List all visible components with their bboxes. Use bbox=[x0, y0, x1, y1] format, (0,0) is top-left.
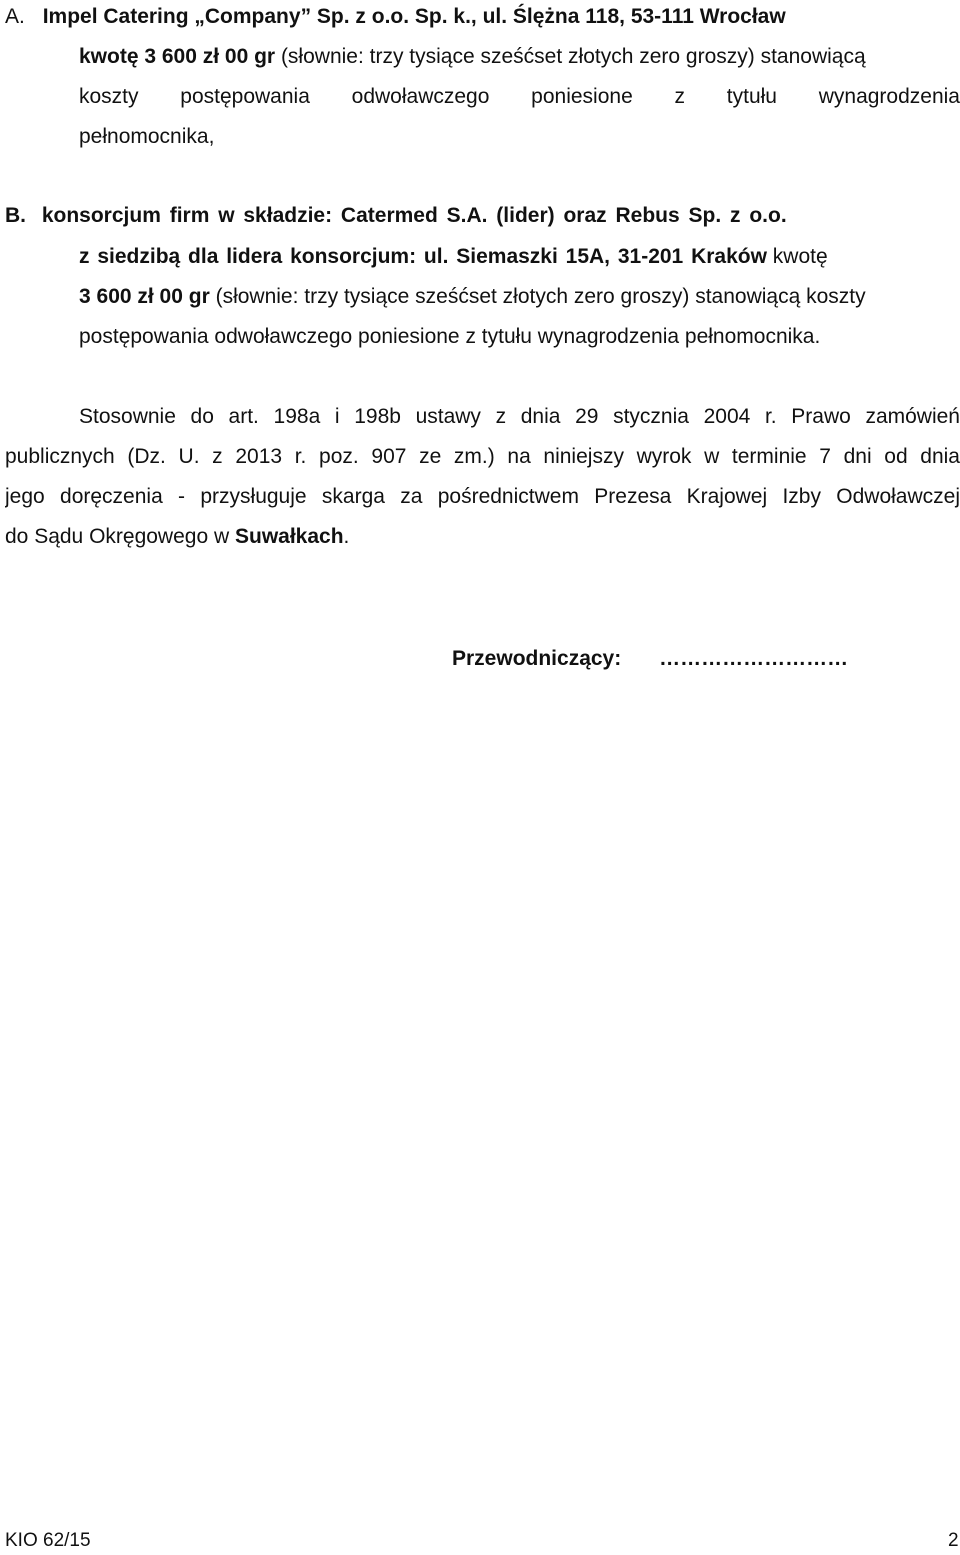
instruction-court-prefix: do Sądu Okręgowego w bbox=[5, 525, 235, 548]
item-a-amount-words: (słownie: trzy tysiące sześćset złotych zero groszy) stanowiącą bbox=[275, 45, 866, 68]
item-b-line-2 bbox=[79, 244, 828, 270]
item-a-line-4: pełnomocnika, bbox=[79, 125, 215, 148]
item-a-line-2 bbox=[79, 44, 866, 70]
item-a-amount: kwotę 3 600 zł 00 gr bbox=[79, 45, 276, 68]
instruction-court-suffix: . bbox=[343, 525, 350, 548]
item-b-amount: 3 600 zł 00 gr bbox=[79, 285, 210, 308]
item-b-kwote: kwotę bbox=[766, 245, 828, 268]
instruction-court-city: Suwałkach bbox=[234, 525, 344, 548]
item-b-line-1 bbox=[5, 203, 960, 229]
item-a-party-name: Impel Catering „Company” Sp. z o.o. Sp. k., ul. Ślężna 118, 53-111 Wrocław bbox=[42, 5, 786, 28]
signature-dots: ……………………… bbox=[659, 647, 849, 670]
item-b-amount-words: (słownie: trzy tysiące sześćset złotych zero groszy) stanowiącą koszty bbox=[209, 285, 866, 308]
item-b-seat: z siedzibą dla lidera konsorcjum: ul. Siemaszki 15A, 31-201 Kraków bbox=[79, 245, 767, 268]
instruction-line-4 bbox=[5, 524, 349, 550]
item-b-line-4: postępowania odwoławczego poniesione z tytułu wynagrodzenia pełnomocnika. bbox=[79, 325, 821, 348]
instruction-line-2: publicznych (Dz. U. z 2013 r. poz. 907 ze zm.) na niniejszy wyrok w terminie 7 dni od dnia bbox=[5, 445, 960, 468]
item-a-label: A. bbox=[5, 5, 25, 28]
instruction-line-1: Stosownie do art. 198a i 198b ustawy z dnia 29 stycznia 2004 r. Prawo zamówień bbox=[79, 405, 960, 428]
footer-page-number: 2 bbox=[948, 1530, 959, 1551]
item-a-line-1 bbox=[5, 4, 960, 30]
signature-line bbox=[452, 646, 848, 672]
footer-case-number: KIO 62/15 bbox=[5, 1530, 91, 1551]
item-b-label: B. bbox=[5, 204, 26, 227]
item-a-line-3: koszty postępowania odwoławczego poniesione z tytułu wynagrodzenia bbox=[79, 85, 960, 108]
instruction-line-3: jego doręczenia - przysługuje skarga za pośrednictwem Prezesa Krajowej Izby Odwoławczej bbox=[5, 485, 960, 508]
signature-label: Przewodniczący: bbox=[452, 647, 622, 670]
item-b-line-3 bbox=[79, 284, 866, 310]
item-b-consortium: konsorcjum firm w składzie: Catermed S.A. (lider) oraz Rebus Sp. z o.o. bbox=[41, 204, 787, 227]
